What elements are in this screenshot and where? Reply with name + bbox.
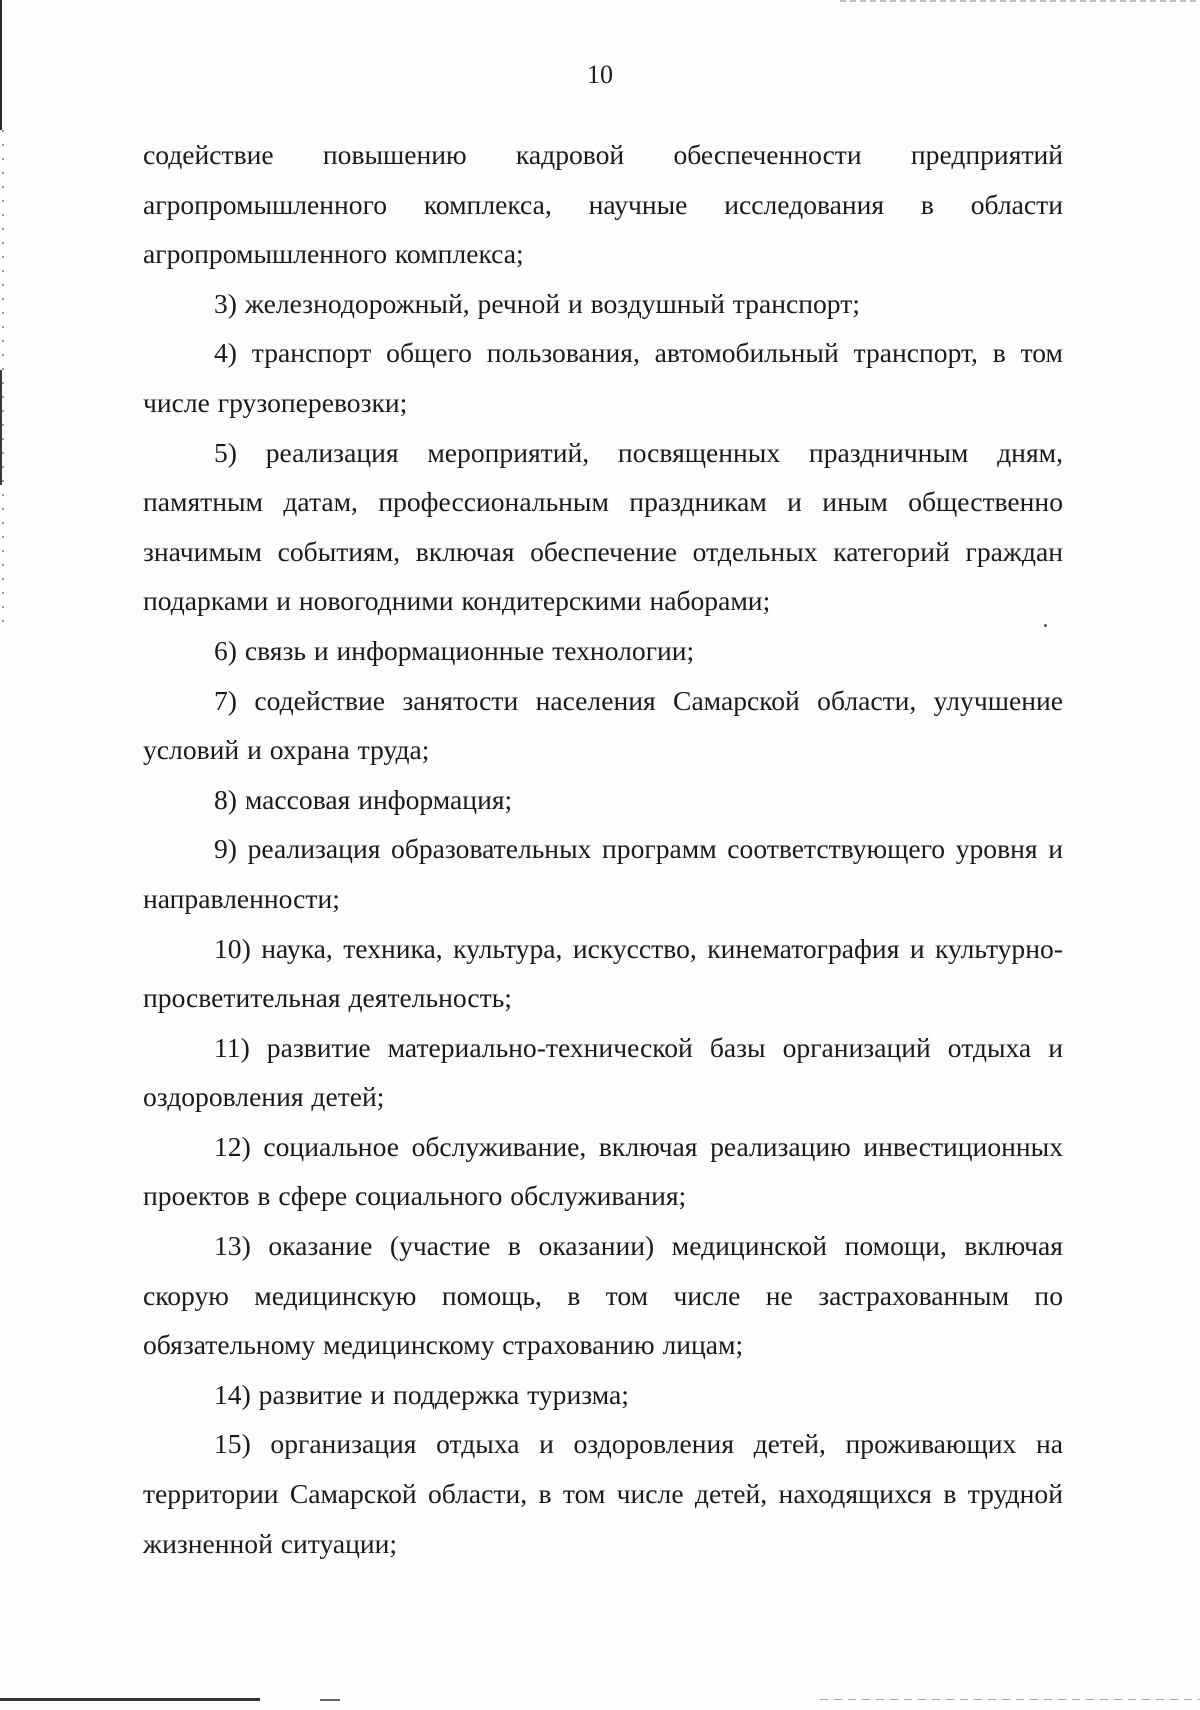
list-item-4: 4) транспорт общего пользования, автомобильный транспорт, в том числе грузоперевозки;: [143, 337, 1063, 418]
list-item-15: 15) организация отдыха и оздоровления детей, проживающих на территории Самарской области, в том числе детей, находящихся в трудной жизненной ситуации;: [143, 1428, 1063, 1559]
list-item-7: 7) содействие занятости населения Самарской области, улучшение условий и охрана труда;: [143, 684, 1063, 766]
page-number: 10: [587, 60, 613, 89]
paragraph-continuation: содействие повышению кадровой обеспеченности предприятий агропромышленного комплекса, научные исследования в области агропромышленного комплекса;: [143, 139, 1063, 270]
scan-speck: [1044, 624, 1047, 627]
scan-edge-top: [840, 0, 1200, 2]
list-item-11: 11) развитие материально-технической базы организаций отдыха и оздоровления детей;: [143, 1031, 1063, 1113]
list-item-13: 13) оказание (участие в оказании) медицинской помощи, включая скорую медицинскую помощь, в том числе не застрахованным по обязательному медицинскому страхованию лицам;: [143, 1230, 1063, 1361]
scan-edge-bottom-mark: [320, 1699, 340, 1701]
document-body: [143, 130, 1063, 1568]
list-item-14: 14) развитие и поддержка туризма;: [214, 1378, 629, 1410]
list-item-3: 3) железнодорожный, речной и воздушный транспорт;: [214, 287, 860, 319]
list-item-10: 10) наука, техника, культура, искусство, кинематография и культурно-просветительная деятельность;: [143, 932, 1063, 1014]
list-item-6: 6) связь и информационные технологии;: [214, 634, 695, 666]
scan-edge-mark: [0, 370, 2, 485]
scan-edge-bottom-dots: [820, 1699, 1200, 1700]
list-item-5: 5) реализация мероприятий, посвященных праздничным дням, памятным датам, профессиональным праздникам и иным общественно значимым событиям, включая обеспечение отдельных категорий граждан подарками и новогодними кондитерскими наборами;: [143, 436, 1063, 617]
list-item-12: 12) социальное обслуживание, включая реализацию инвестиционных проектов в сфере социального обслуживания;: [143, 1130, 1063, 1212]
scan-edge-dots: [2, 130, 4, 630]
scan-edge-bottom: [0, 1698, 260, 1701]
list-item-9: 9) реализация образовательных программ соответствующего уровня и направленности;: [143, 833, 1063, 914]
list-item-8: 8) массовая информация;: [214, 783, 513, 815]
